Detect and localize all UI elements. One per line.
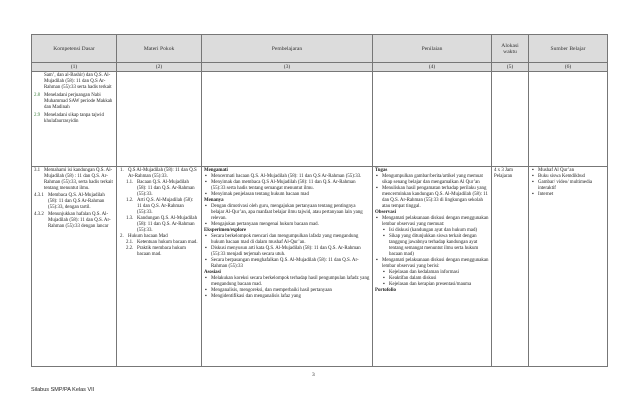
section-title: Eksperimen/explore — [204, 228, 247, 233]
section-title: Menanya — [204, 198, 224, 203]
materi-text: Q.S Al-Mujadilah (58): 11 dan Q.S Ar-Rahman (55):33. — [128, 168, 197, 179]
syllabus-table — [31, 34, 608, 367]
header-number-6: (6) — [529, 63, 608, 72]
list-item: ▪ Kejelasan dan kedalaman informasi — [389, 270, 489, 276]
materi-item — [119, 168, 199, 180]
section-list — [204, 234, 370, 270]
list-item: ▪ Diskusi menyusun arti kata Q.S. Al-Mujadilah (58): 11 dan Q.S. Ar-Rahman (55):33 menjadi terjemah secara utuh. — [211, 246, 370, 258]
kd-item — [34, 212, 114, 230]
list-item: ▪ Menyimak dan membaca Q.S Al-Mujadilah (58): 11 dan Q.S. Ar-Rahman (55):33 serta hadis tentang semangat menuntut ilmu. — [211, 180, 370, 192]
header-number-3: (3) — [202, 63, 373, 72]
materi-cell — [117, 167, 202, 367]
materi-text: Bacaan Q.S. Al-Mujadilah (58): 11 dan Q.S. Ar-Rahman (55):33. — [137, 180, 195, 197]
header-alokasi-waktu: Alokasi waktu — [492, 35, 529, 63]
list-item: ▪ Menganalisis, mengoreksi, dan memperbaiki hasil pertanyaan — [211, 288, 370, 294]
kd-text: Meneladani perjuangan Nabi Muhammad SAW periode Makkah dan Madinah — [44, 93, 113, 110]
materi-number: 2.1. — [126, 240, 134, 245]
section-title: Observasi — [375, 210, 396, 215]
kd-text: Membaca Q.S. Al-Mujadilah (58): 11 dan Q.S Ar-Rahman (55):33, dengan tartil. — [48, 193, 105, 210]
section-title: Portofolio — [375, 288, 396, 293]
section-list — [204, 204, 370, 228]
materi-text: Hukum bacaan Mad — [128, 234, 168, 239]
list-item: ▪ Mengamati pelaksanaan diskusi dengan menggunakan lembar observasi yang berisi: — [382, 258, 489, 270]
section-title: Mengamati — [204, 168, 228, 173]
list-item: ▪ Buku siswa Kemdikbud — [538, 174, 605, 180]
kd-number: 2.8 — [34, 93, 41, 98]
list-item: ▪ Mengidentifikasi dan menganalisis lafaz yang — [211, 294, 370, 300]
list-item: ▪ Sikap yang ditunjukkan siswa terkait dengan tanggung jawabnya terhadap kandungan ayat tentang semangat menuntut ilmu serta hukum bacaan mad) — [389, 234, 489, 258]
sumber-list — [531, 168, 605, 198]
header-sumber-belajar: Sumber Belajar — [529, 35, 608, 63]
list-item: ▪ Mushaf Al Qur’an — [538, 168, 605, 174]
list-item: ▪ Mengumpulkan gambar/berita/artikel yang memuat sikap senang belajar dan mengamalkan Al Qur’an — [382, 174, 489, 186]
section-title: Asosiasi — [204, 270, 221, 275]
kd-continued-text: Sam’, dan al-Bashir) dan Q.S. Al-Mujadilah (58): 11 dan Q.S Ar-Rahman (55):33 serta hadis terkait — [44, 73, 112, 90]
list-item: ▪ Mengamati pelaksanaan diskusi dengan menggunakan lembar observasi yang memuat: — [382, 216, 489, 228]
sub-list — [382, 228, 489, 258]
footer-text: Silabus SMP/PA Kelas VII — [31, 387, 95, 393]
kd-text: Memahami isi kandungan Q.S. Al-Mujadilah (58) : 11 dan Q.S. Ar-Rahman (55):33, serta hadis terkait tentang menuntut ilmu. — [44, 168, 113, 191]
header-pembelajaran: Pembelajaran — [202, 35, 373, 63]
penilaian-cell — [373, 167, 492, 367]
list-item: ▪ Secara berpasangan menghafalkan Q.S. Al-Mujadilah (58): 11 dan Q.S. Ar-Rahman (55):33 — [211, 258, 370, 270]
table-row-kd-continued — [32, 72, 608, 167]
header-kompetensi-dasar: Kompetensi Dasar — [32, 35, 117, 63]
materi-number: 1.2. — [126, 198, 134, 203]
header-number-1: (1) — [32, 63, 117, 72]
materi-number: 1.1. — [126, 180, 134, 185]
section-list — [204, 174, 370, 198]
header-number-2: (2) — [117, 63, 202, 72]
section-list — [204, 276, 370, 300]
kd-item-2-9 — [34, 113, 114, 125]
list-item: ▪ Dengan dimotivasi oleh guru, mengajukan pertanyaan tentang pentingnya belajar Al-Qur’an, apa manfaat belajar ilmu tajwid, atau pertanyaan lain yang relevan. — [211, 204, 370, 222]
empty-cell — [117, 72, 202, 167]
kd-item — [34, 168, 114, 192]
pembelajaran-cell — [202, 167, 373, 367]
materi-text: Ketentuan hukum bacaan mad. — [137, 240, 198, 245]
header-materi-pokok: Materi Pokok — [117, 35, 202, 63]
kd-text: Menunjukkan hafalan Q.S. Al-Mujadilah (58): 11 dan Q.S. Ar-Rahman (55):33 dengan lancar — [48, 212, 111, 229]
table-row-main — [32, 167, 608, 367]
materi-number: 2. — [120, 234, 124, 239]
header-number-5: (5) — [492, 63, 529, 72]
materi-text: Arti Q.S. Al-Mujadilah (58): 11 dan Q.S. Ar-Rahman (55):33. — [137, 198, 194, 215]
list-item: ▪ Keaktifan dalam diskusi — [389, 276, 489, 282]
materi-text: Praktik membaca hukum bacaan mad. — [137, 246, 186, 257]
header-penilaian: Penilaian — [373, 35, 492, 63]
list-item: ▪ Menuliskan hasil pengamatan terhadap perilaku yang mencerminkan kandungan Q.S. Al-Mujadilah (58): 11 dan Q.S. Ar-Rahman (55):33 di lingkungan sekolah atau tempat tinggal. — [382, 186, 489, 210]
kd-number: 4.3.1 — [34, 193, 44, 198]
kd-number: 3.1 — [34, 168, 41, 173]
list-item: ▪ Kejelasan dan kerapian presentasi/mauma — [389, 282, 489, 288]
kd-text: Meneladani sikap tanpa tajwid khulafaurrasyidin — [44, 113, 104, 124]
list-item: ▪ Isi diskusi (kandungan ayat dan hukum mad) — [389, 228, 489, 234]
section-title: Tugas — [375, 168, 388, 173]
section-list — [375, 174, 489, 210]
list-item: ▪ Mengajukan pertanyaan mengenai hukum bacaan mad. — [211, 222, 370, 228]
kd-number: 2.9 — [34, 113, 41, 118]
materi-item — [119, 216, 199, 234]
kd-item-2-8 — [34, 93, 114, 111]
empty-cell — [202, 72, 373, 167]
empty-cell — [492, 72, 529, 167]
alokasi-cell: 4 x 3 Jam Pelajaran — [492, 167, 529, 367]
sumber-cell — [529, 167, 608, 367]
list-item: ▪ Menyimak penjelasan tentang hukum bacaan mad — [211, 192, 370, 198]
section-list — [375, 216, 489, 288]
materi-item — [119, 180, 199, 198]
list-item: ▪ Gambar/ video/ multimedia interaktif — [538, 180, 605, 192]
kd-number: 4.3.2 — [34, 212, 44, 217]
materi-number: 1.3. — [126, 216, 134, 221]
kd-item — [34, 193, 114, 211]
materi-number: 2.2. — [126, 246, 134, 251]
sub-list — [382, 270, 489, 288]
materi-item — [119, 246, 199, 258]
materi-item — [119, 198, 199, 216]
list-item: ▪ Internet — [538, 192, 605, 198]
kd-cell-top — [32, 72, 117, 167]
empty-cell — [529, 72, 608, 167]
header-number-4: (4) — [373, 63, 492, 72]
empty-cell — [373, 72, 492, 167]
kd-cell-main — [32, 167, 117, 367]
materi-text: Kandungan Q.S. Al-Mujadilah (58): 11 dan Q.S. Ar-Rahman (55):33. — [137, 216, 198, 233]
materi-number: 1. — [120, 168, 124, 173]
list-item: ▪ Melakukan koreksi secara berkelompok terhadap hasil pengumpulan lafadz yang mengandung bacaan mad. — [211, 276, 370, 288]
page-number: 3 — [312, 372, 315, 378]
list-item: ▪ Secara berkelompok mencari dan mengumpulkan lafadz yang mengandung hukum bacaan mad di dalam mushaf Al-Qur’an. — [211, 234, 370, 246]
list-item: ▪ Mencermati bacaan Q.S. Al-Mujadilah (58): 11 dan Q.S Ar-Rahman (55):33. — [211, 174, 370, 180]
